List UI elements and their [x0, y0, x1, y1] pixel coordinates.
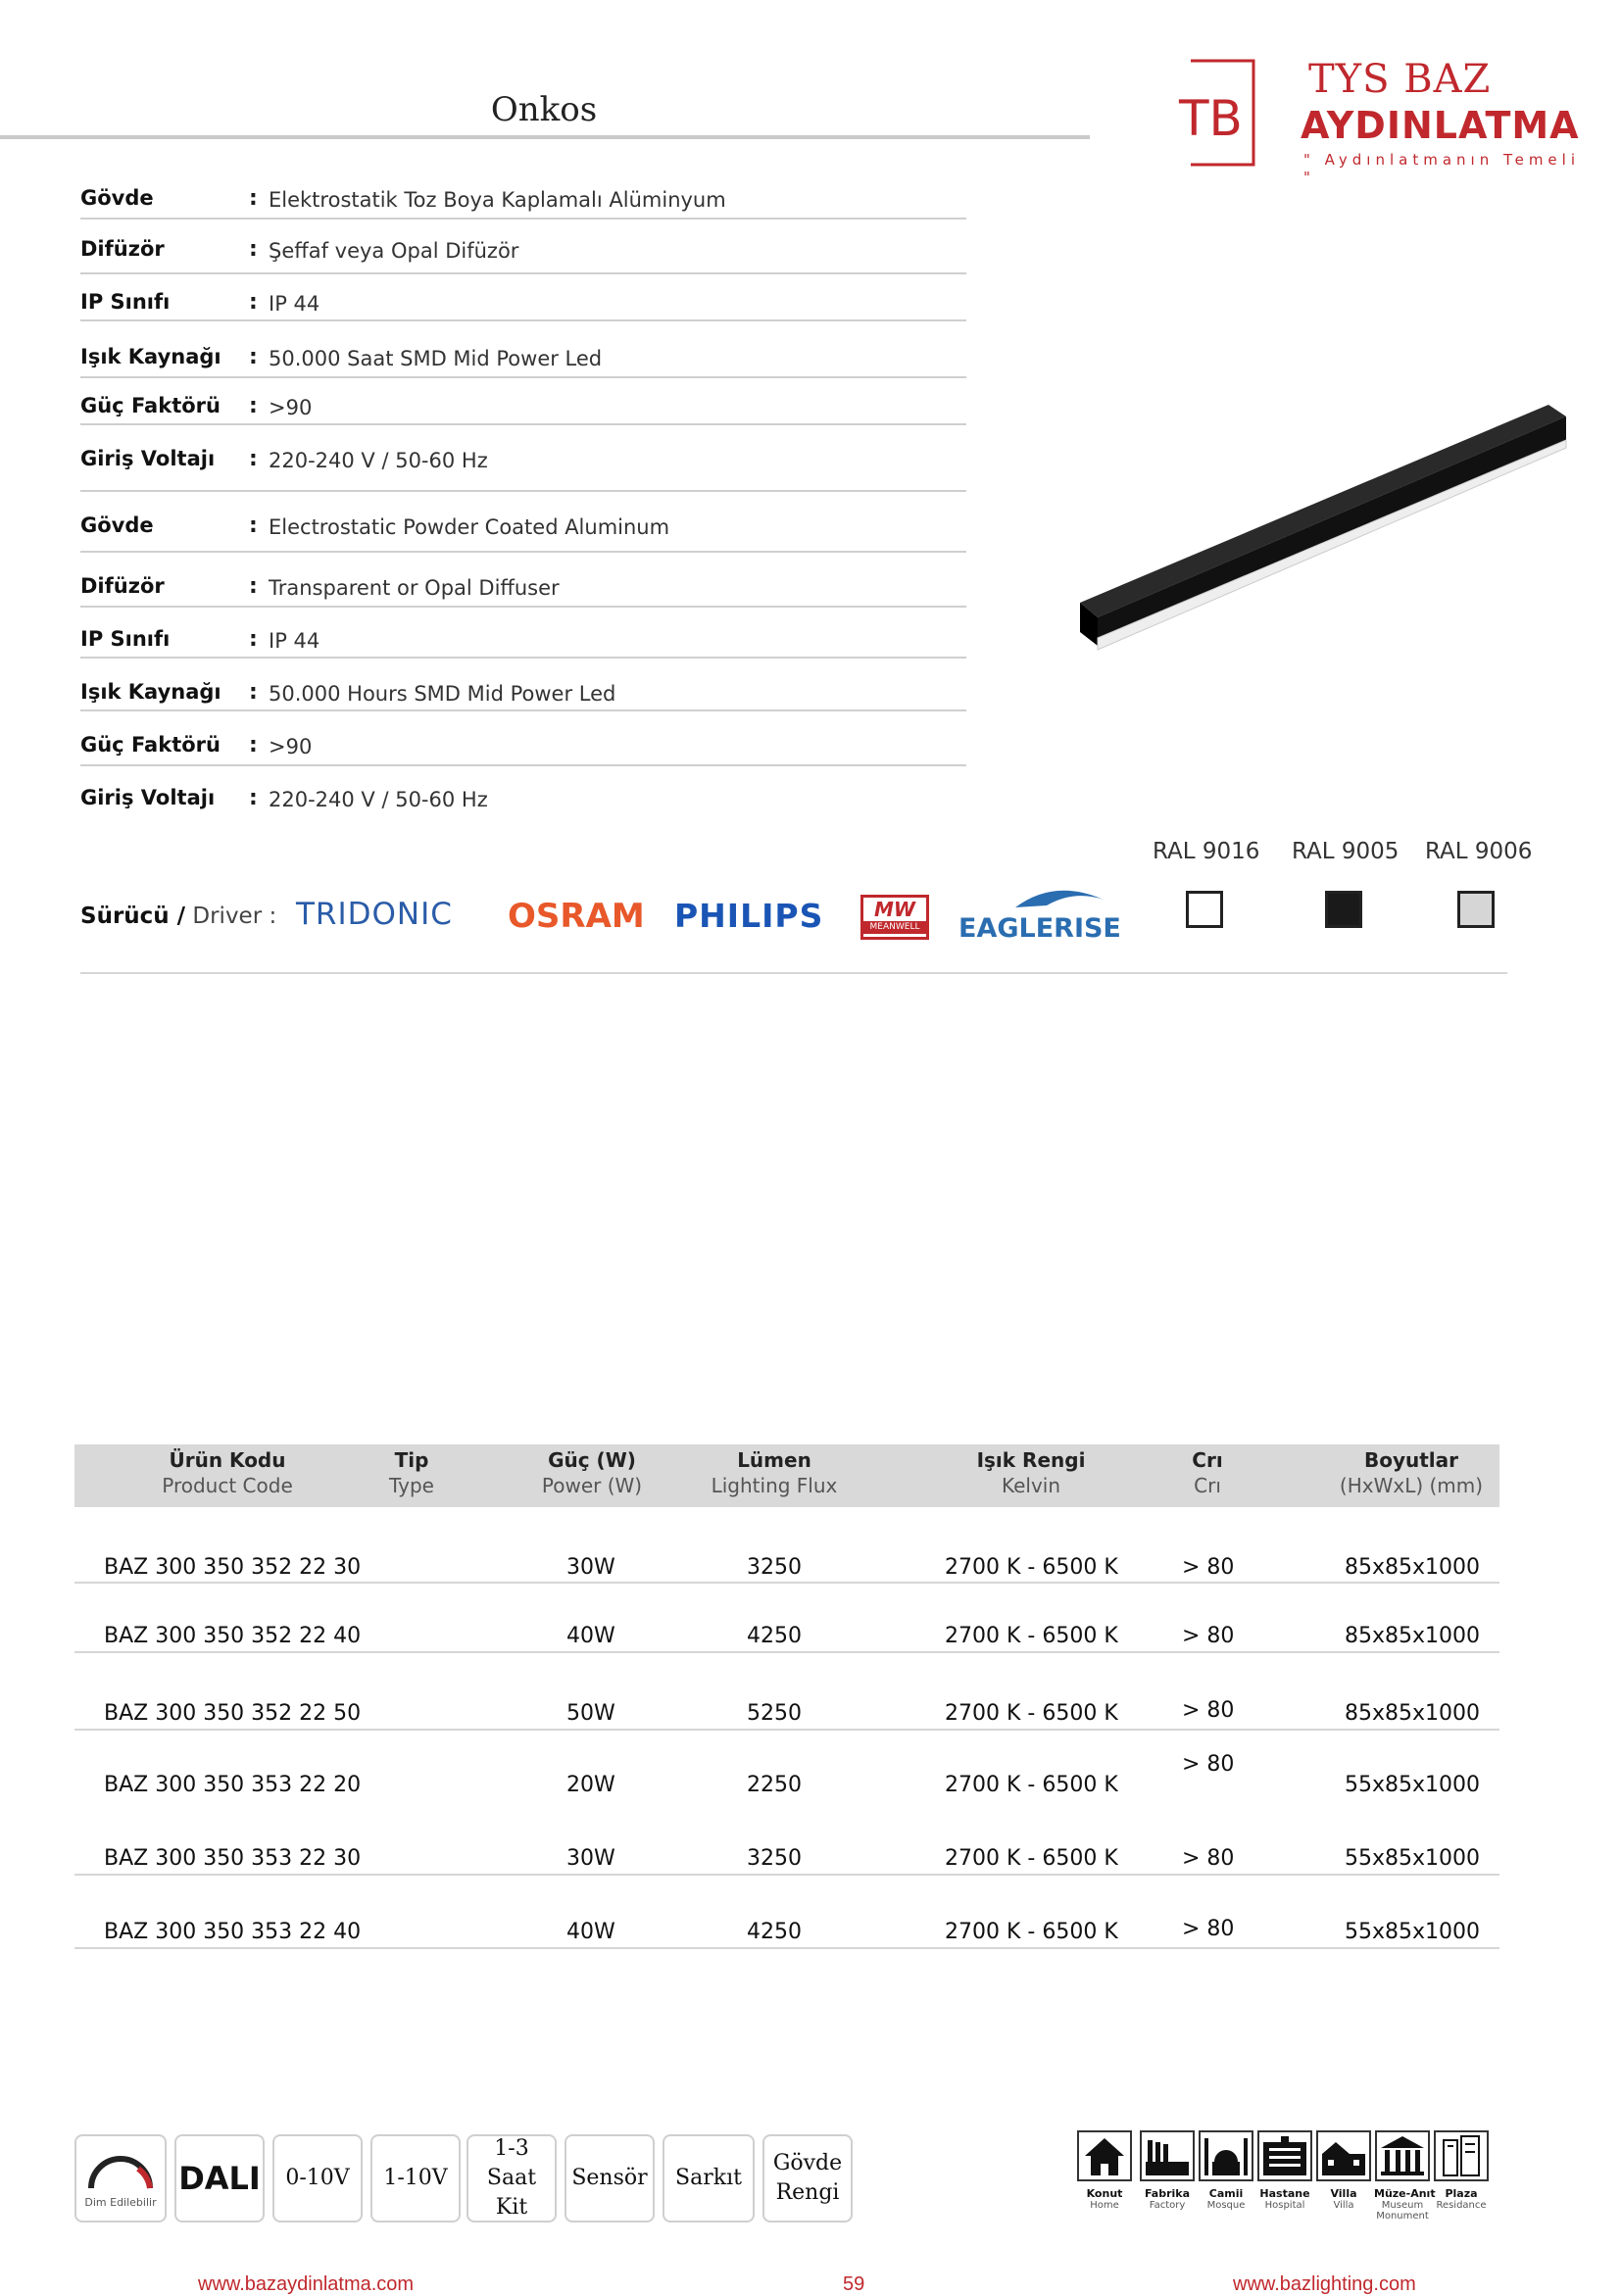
table-cell-power: 40W	[566, 1624, 615, 1648]
table-cell-dimensions: 85x85x1000	[1345, 1701, 1481, 1726]
table-row-divider	[74, 1651, 1499, 1653]
spec-value: Transparent or Opal Diffuser	[269, 576, 560, 600]
spec-label: Difüzör	[80, 237, 165, 261]
spec-colon: :	[249, 290, 258, 315]
spec-colon: :	[249, 680, 258, 705]
th-lumen: Lümen Lighting Flux	[711, 1448, 838, 1497]
table-cell-power: 40W	[566, 1920, 615, 1944]
spec-divider	[80, 657, 966, 659]
spec-divider	[80, 319, 966, 321]
spec-row-voltage-tr	[80, 441, 966, 492]
spec-label: IP Sınıfı	[80, 627, 171, 651]
table-row-divider	[74, 1874, 1499, 1876]
feature-dali: DALI	[174, 2134, 265, 2223]
spec-colon: :	[249, 574, 258, 599]
logo-mark: TB	[1179, 90, 1243, 147]
tridonic-logo: TRIDONIC	[296, 897, 453, 932]
th-cri: Crı Crı	[1192, 1448, 1223, 1497]
feature-body-color-line1: Gövde	[772, 2151, 843, 2175]
spec-colon: :	[249, 786, 258, 810]
meanwell-text: MEANWELL	[863, 921, 926, 934]
spec-label: Difüzör	[80, 574, 165, 598]
spec-divider	[80, 376, 966, 378]
spec-value: 50.000 Hours SMD Mid Power Led	[269, 682, 616, 706]
spec-row-diffuser-en	[80, 568, 966, 608]
table-cell-code: BAZ 300 350 353 22 30	[104, 1846, 362, 1871]
plaza-icon	[1434, 2130, 1489, 2181]
spec-value: 50.000 Saat SMD Mid Power Led	[269, 347, 603, 370]
table-cell-power: 50W	[566, 1701, 615, 1726]
spec-divider	[80, 551, 966, 553]
spec-colon: :	[249, 237, 258, 262]
spec-row-source-tr	[80, 339, 966, 378]
spec-row-body-tr	[80, 180, 966, 220]
table-cell-power: 30W	[566, 1846, 615, 1871]
spec-label: Işık Kaynağı	[80, 680, 221, 704]
table-cell-lumen: 5250	[747, 1701, 802, 1726]
table-cell-lumen: 4250	[747, 1624, 802, 1648]
spec-label: Gövde	[80, 513, 154, 537]
feature-1-10v: 1-10V	[370, 2134, 461, 2223]
eaglerise-text: EAGLERISE	[958, 913, 1121, 944]
table-row-divider	[74, 1729, 1499, 1731]
place-hospital: Hastane Hospital	[1256, 2130, 1313, 2211]
company-logo	[1171, 57, 1593, 186]
table-cell-code: BAZ 300 350 353 22 40	[104, 1920, 362, 1944]
driver-divider	[80, 972, 1507, 974]
spec-row-body-en	[80, 508, 966, 553]
feature-sensor: Sensör	[565, 2134, 655, 2223]
spec-value: Şeffaf veya Opal Difüzör	[269, 239, 519, 263]
eaglerise-logo	[957, 878, 1143, 947]
ral-9005-label: RAL 9005	[1292, 839, 1400, 864]
spec-value: 220-240 V / 50-60 Hz	[269, 788, 488, 811]
philips-logo: PHILIPS	[674, 897, 824, 935]
ral-9006-label: RAL 9006	[1425, 839, 1533, 864]
table-cell-kelvin: 2700 K - 6500 K	[945, 1773, 1118, 1797]
table-cell-power: 30W	[566, 1555, 615, 1580]
feature-dimmable	[74, 2134, 167, 2223]
table-cell-kelvin: 2700 K - 6500 K	[945, 1701, 1118, 1726]
ral-9005-swatch	[1325, 891, 1362, 928]
th-kelvin: Işık Rengi Kelvin	[976, 1448, 1086, 1497]
table-cell-cri: > 80	[1182, 1698, 1235, 1723]
table-cell-kelvin: 2700 K - 6500 K	[945, 1555, 1118, 1580]
th-power: Güç (W) Power (W)	[541, 1448, 643, 1497]
title-divider	[0, 135, 1090, 139]
table-row-divider	[74, 1947, 1499, 1949]
page-title: Onkos	[490, 90, 598, 129]
spec-row-source-en	[80, 674, 966, 711]
driver-colon: :	[269, 904, 277, 929]
spec-divider	[80, 764, 966, 766]
logo-line1: TYS BAZ	[1308, 57, 1492, 102]
table-cell-kelvin: 2700 K - 6500 K	[945, 1624, 1118, 1648]
spec-label: Güç Faktörü	[80, 394, 221, 417]
footer-website-tr[interactable]: www.bazaydinlatma.com	[198, 2273, 415, 2295]
spec-row-pf-tr	[80, 388, 966, 425]
feature-dimmable-label: Dim Edilebilir	[84, 2196, 157, 2209]
spec-divider	[80, 218, 966, 220]
spec-colon: :	[249, 513, 258, 538]
spec-value: 220-240 V / 50-60 Hz	[269, 449, 488, 472]
feature-emergency-kit	[467, 2134, 557, 2223]
table-cell-power: 20W	[566, 1773, 615, 1797]
table-cell-dimensions: 85x85x1000	[1345, 1624, 1481, 1648]
factory-icon	[1140, 2130, 1195, 2181]
spec-value: IP 44	[269, 629, 320, 653]
spec-label: Işık Kaynağı	[80, 345, 221, 368]
page-number: 59	[843, 2273, 865, 2295]
spec-value: IP 44	[269, 292, 320, 316]
feature-pendant: Sarkıt	[663, 2134, 755, 2223]
feature-kit-line1: 1-3 Saat	[486, 2136, 537, 2190]
table-cell-dimensions: 55x85x1000	[1345, 1920, 1481, 1944]
ral-9016-swatch	[1186, 891, 1223, 928]
table-cell-lumen: 3250	[747, 1555, 802, 1580]
place-home: Konut Home	[1076, 2130, 1133, 2211]
spec-value: >90	[269, 735, 313, 758]
meanwell-mark: MW	[874, 898, 915, 921]
place-plaza: Plaza Residance	[1433, 2130, 1490, 2211]
house-icon	[1077, 2130, 1132, 2181]
driver-label	[80, 904, 276, 929]
spec-label: Gövde	[80, 186, 154, 210]
spec-colon: :	[249, 394, 258, 418]
spec-divider	[80, 423, 966, 425]
table-cell-lumen: 2250	[747, 1773, 802, 1797]
osram-logo: OSRAM	[508, 897, 645, 936]
table-cell-dimensions: 55x85x1000	[1345, 1846, 1481, 1871]
spec-label: IP Sınıfı	[80, 290, 171, 314]
table-cell-cri: > 80	[1182, 1752, 1235, 1777]
th-dimensions: Boyutlar (HxWxL) (mm)	[1339, 1448, 1484, 1497]
mosque-icon	[1199, 2130, 1253, 2181]
table-row-divider	[74, 1582, 1499, 1584]
spec-row-ip-en	[80, 621, 966, 659]
spec-row-voltage-en	[80, 780, 966, 819]
ral-9006-swatch	[1457, 891, 1495, 928]
logo-line2: AYDINLATMA	[1301, 104, 1580, 147]
table-cell-dimensions: 85x85x1000	[1345, 1555, 1481, 1580]
feature-0-10v: 0-10V	[272, 2134, 363, 2223]
logo-tagline: " Aydınlatmanın Temeli "	[1303, 151, 1580, 186]
dimmer-icon	[83, 2147, 158, 2196]
th-product-code: Ürün Kodu Product Code	[162, 1448, 293, 1497]
spec-divider	[80, 606, 966, 608]
ral-9016-label: RAL 9016	[1153, 839, 1260, 864]
hospital-icon	[1257, 2130, 1312, 2181]
place-factory: Fabrika Factory	[1139, 2130, 1196, 2211]
place-museum: Müze-Anıt Museum Monument	[1374, 2130, 1431, 2222]
table-cell-code: BAZ 300 350 352 22 50	[104, 1701, 362, 1726]
table-cell-lumen: 3250	[747, 1846, 802, 1871]
table-cell-cri: > 80	[1182, 1624, 1235, 1648]
villa-icon	[1316, 2130, 1371, 2181]
table-cell-cri: > 80	[1182, 1917, 1235, 1941]
spec-colon: :	[249, 627, 258, 652]
feature-kit-line2: Kit	[495, 2195, 528, 2220]
spec-label: Giriş Voltajı	[80, 786, 216, 809]
table-cell-code: BAZ 300 350 352 22 30	[104, 1555, 362, 1580]
footer-website-en[interactable]: www.bazlighting.com	[1233, 2273, 1416, 2295]
spec-row-pf-en	[80, 727, 966, 766]
feature-body-color-line2: Rengi	[775, 2180, 840, 2205]
spec-divider	[80, 490, 966, 492]
spec-value: Electrostatic Powder Coated Aluminum	[269, 515, 670, 539]
spec-value: Elektrostatik Toz Boya Kaplamalı Alüminyum	[269, 188, 726, 212]
table-cell-cri: > 80	[1182, 1846, 1235, 1871]
place-villa: Villa Villa	[1315, 2130, 1372, 2211]
place-mosque: Camii Mosque	[1198, 2130, 1254, 2211]
driver-label-en: Driver	[192, 904, 263, 929]
table-cell-kelvin: 2700 K - 6500 K	[945, 1846, 1118, 1871]
driver-label-tr: Sürücü /	[80, 904, 186, 929]
feature-body-color	[762, 2134, 853, 2223]
table-cell-dimensions: 55x85x1000	[1345, 1773, 1481, 1797]
spec-divider	[80, 709, 966, 711]
spec-colon: :	[249, 447, 258, 471]
tb-mark-icon	[1171, 57, 1259, 170]
museum-icon	[1375, 2130, 1430, 2181]
meanwell-logo	[860, 895, 929, 940]
spec-label: Giriş Voltajı	[80, 447, 216, 470]
spec-colon: :	[249, 345, 258, 369]
spec-row-diffuser-tr	[80, 231, 966, 274]
spec-colon: :	[249, 186, 258, 211]
product-image	[1078, 397, 1568, 657]
th-type: Tip Type	[389, 1448, 434, 1497]
table-cell-code: BAZ 300 350 352 22 40	[104, 1624, 362, 1648]
table-cell-lumen: 4250	[747, 1920, 802, 1944]
spec-value: >90	[269, 396, 313, 419]
spec-divider	[80, 272, 966, 274]
spec-colon: :	[249, 733, 258, 757]
table-cell-kelvin: 2700 K - 6500 K	[945, 1920, 1118, 1944]
table-cell-code: BAZ 300 350 353 22 20	[104, 1773, 362, 1797]
spec-label: Güç Faktörü	[80, 733, 221, 757]
spec-row-ip-tr	[80, 284, 966, 321]
table-cell-cri: > 80	[1182, 1555, 1235, 1580]
